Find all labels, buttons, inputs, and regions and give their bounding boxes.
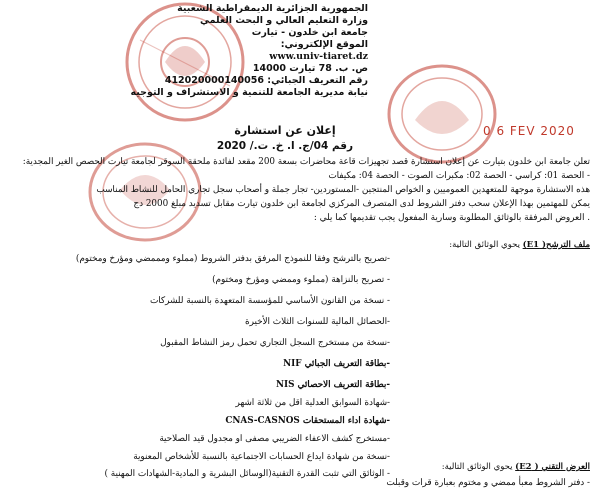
section1-heading — [449, 240, 590, 250]
header-website: www.univ-tiaret.dz — [269, 51, 368, 62]
intro-line-3: هذه الاستشارة موجهة للمتعهدين العموميين و الخواص المنتجين -المستوردين- تجار جملة و أصحاب سجل تجاري الحامل للنشاط المناسب — [96, 185, 590, 195]
section1-item-1: -تصريح بالترشح وفقا للنموذج المرفق بدفتر الشروط (مملوء ومممضي ومؤرخ ومختوم) — [75, 254, 390, 264]
section2-suffix: يحوي الوثائق التالية: — [441, 462, 516, 472]
intro-line-1: تعلن جامعة ابن خلدون بتيارت عن إعلان استشارة قصد تجهيزات قاعة محاضرات بسعة 200 مقعد لفائدة ملحقة السوقر لجامعة تيارت الحصص الغير المجدية: — [22, 157, 590, 167]
header-university: جامعة ابن خلدون - تيارت — [251, 27, 368, 38]
date-stamp: 0 6 FEV 2020 — [483, 124, 575, 138]
reception-stamp — [385, 62, 500, 167]
intro-line-5: . العروض المرفقة بالوثائق المطلوبة وسارية المفعول يجب تقديمها كما يلي : — [313, 213, 590, 223]
section1-suffix: يحوي الوثائق التالية: — [449, 240, 523, 250]
section2-item-1: - دفتر الشروط معبأ ممضي و مختوم بعبارة قرات وقبلت — [386, 478, 590, 488]
section1-item-12: - الوثائق التي تثبت القدرة التقنية(الوسائل البشرية و المادية-الشهادات المهنية ) — [104, 469, 390, 479]
announcement-reference: رقم 04/ج. ا. خ. ت./ 2020 — [216, 140, 354, 152]
header-republic: الجمهورية الجزائرية الديمقراطية الشعبية — [177, 3, 368, 14]
header-website-label: الموقع الإلكتروني: — [280, 39, 368, 50]
section1-item-7: -بطاقة التعريف الاحصائي NIS — [275, 380, 390, 390]
section1-item-4: -الحصائل المالية للسنوات الثلاث الأخيرة — [244, 317, 390, 327]
intro-line-4: يمكن للمهتمين بهذا الإعلان سحب دفتر الشروط لدى المتصرف المركزي لجامعة ابن خلدون تيارت مقابل تسديد مبلغ 2000 دج — [133, 199, 590, 209]
letterhead — [131, 3, 369, 99]
section1-title: ملف الترشح( E1) — [522, 240, 590, 250]
section1-item-8: -شهادة السوابق العدلية اقل من ثلاثة اشهر — [235, 398, 390, 408]
section2-heading — [442, 462, 590, 472]
header-ministry: وزارة التعليم العالي و البحث العلمي — [200, 15, 368, 26]
intro-paragraph — [10, 157, 590, 224]
announcement-title: إعلان عن استشارة — [234, 124, 336, 137]
section1-item-11: -نسخة من شهادة ايداع الحسابات الاجتماعية بالنسبة للأشخاص المعنوية — [133, 452, 390, 462]
section1-item-10: -مستخرج كشف الاعفاء الضريبي مصفى او مجدول قيد الصلاحية — [159, 434, 390, 444]
section2-title: العرض التقني ( E2) — [515, 462, 590, 472]
intro-line-2: - الحصة 01: كراسي - الحصة 02: مكبرات الصوت - الحصة 04: مكيفات — [328, 171, 590, 181]
header-tax-id: رقم التعريف الجبائي: 412020000140056 — [164, 75, 368, 86]
section1-item-5: -نسخة من مستخرج السجل التجاري تحمل رمز النشاط المقبول — [160, 338, 390, 348]
header-address: ص. ب. 78 تيارت 14000 — [252, 63, 368, 74]
section1-item-2: - تصريح بالنزاهة (مملوء وممضي ومؤرخ ومختوم) — [212, 275, 390, 285]
section1-item-3: - نسخة من القانون الأساسي للمؤسسة المتعهدة بالنسبة للشركات — [149, 296, 390, 306]
section1-item-6: -بطاقة التعريف الجبائي NIF — [283, 359, 390, 369]
section1-item-9: -شهادة اداء المستحقات CNAS-CASNOS — [225, 416, 390, 426]
header-vice-directorate: نيابة مديرية الجامعة للتنمية و الاستشراف و التوجيه — [130, 87, 368, 98]
